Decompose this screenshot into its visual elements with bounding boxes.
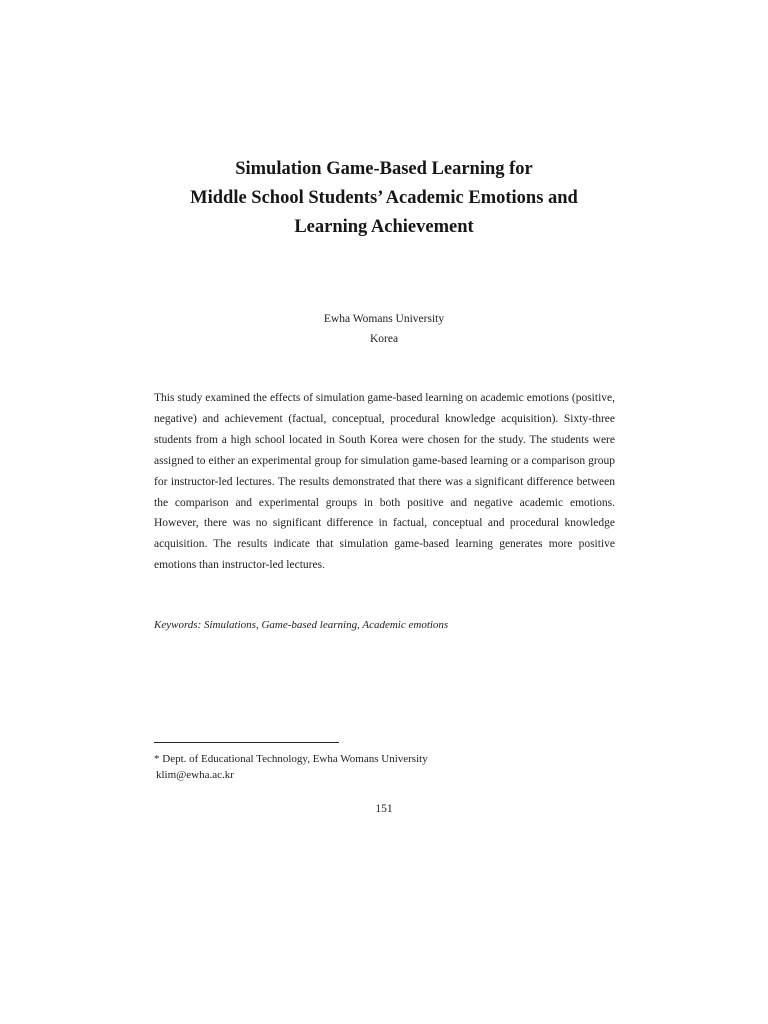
affiliation-institution: Ewha Womans University <box>323 313 445 325</box>
title-line-2: Middle School Students’ Academic Emotions and <box>190 188 578 208</box>
title-line-1: Simulation Game-Based Learning for <box>235 159 533 179</box>
affiliation-country: Korea <box>369 333 399 345</box>
keywords-line: Keywords: Simulations, Game-based learning, Academic emotions <box>154 619 449 631</box>
title-line-3: Learning Achievement <box>294 217 474 237</box>
footnote-department: * Dept. of Educational Technology, Ewha Womans University <box>154 753 428 765</box>
abstract-text: This study examined the effects of simulation game-based learning on academic emotions (positive, negative) and achievement (factual, conceptual, procedural knowledge acquisition). Sixty-three students from a high school located in South Korea were chosen for the study. The students were assigned to either an experimental group for simulation game-based learning or a comparison group for instructor-led lectures. The results demonstrated that there was a significant difference between the comparison and experimental groups in both positive and negative academic emotions. However, there was no significant difference in factual, conceptual and procedural knowledge acquisition. The results indicate that simulation game-based learning generates more positive emotions than instructor-led lectures. <box>154 392 615 572</box>
footnote <box>154 751 428 783</box>
author-affiliation <box>0 309 768 349</box>
footnote-email: klim@ewha.ac.kr <box>156 769 234 781</box>
footnote-divider <box>154 742 339 743</box>
page-number: 151 <box>375 803 393 815</box>
paper-title <box>0 155 768 242</box>
